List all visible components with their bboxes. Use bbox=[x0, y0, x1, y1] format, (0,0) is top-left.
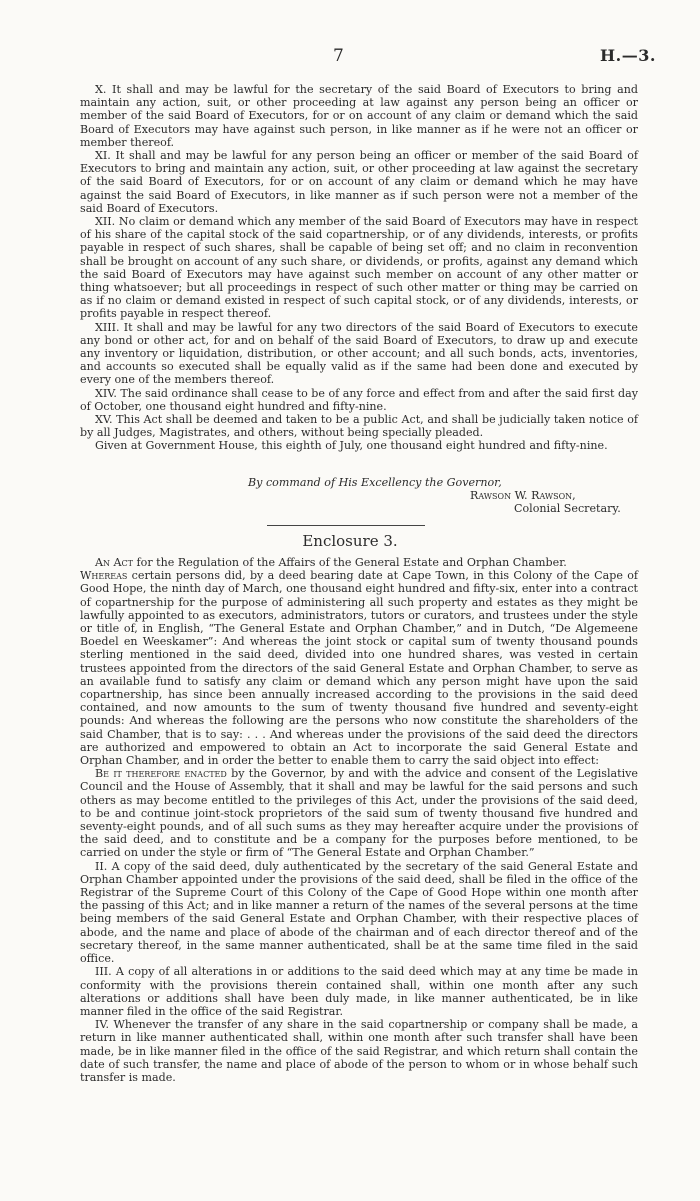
clause-xiv: XIV. The said ordinance shall cease to be of any force and effect from and after the said first day of October, one thousand eight hundred and fifty-nine. bbox=[80, 386, 638, 413]
act-title: An Act for the Regulation of the Affairs of the General Estate and Orphan Chamber. bbox=[95, 556, 567, 569]
enclosure-heading: Enclosure 3. bbox=[302, 532, 398, 550]
signatory-name: Rawson W. Rawson, bbox=[470, 489, 576, 503]
clause-xiii: XIII. It shall and may be lawful for any two directors of the said Board of Executors to execute any bond or other act, for and on behalf of the said Board of Executors, to draw up and execute any inventory or liquidation, distribution, or other account; and all such bonds, acts, inventories, and accounts so executed shall be equally valid as if the same had been done and executed by every one of the members thereof. bbox=[80, 320, 638, 387]
whereas-paragraph: Whereas certain persons did, by a deed bearing date at Cape Town, in this Colony of the Cape of Good Hope, the ninth day of March, one thousand eight hundred and fifty-six, enter into a contract of copartnership for the purpose of administering all such property and estates as they might be lawfully appointed to as executors, administrators, tutors or curators, and trustees under the style or title of, in English, “The General Estate and Orphan Chamber,” and in Dutch, “De Algemeene Boedel en Weeskamer”: And whereas the joint stock or capital sum of twenty thousand pounds sterling mentioned in the said deed, divided into one hundred shares, was vested in certain trustees appointed from the directors of the said General Estate and Orphan Chamber, to serve as an available fund to satisfy any claim or demand which any person might have upon the said copartnership, has since been annually increased according to the provisions in the said deed contained, and now amounts to the sum of twenty thousand five hundred and seventy-eight pounds: And whereas the following are the persons who now constitute the shareholders of the said Chamber, that is to say: . . . And whereas under the provisions of the said deed the directors are authorized and empowered to obtain an Act to incorporate the said General Estate and Orphan Chamber, and in order the better to enable them to carry the said object into effect: bbox=[80, 569, 638, 768]
enacting-paragraph: Be it therefore enacted by the Governor, by and with the advice and consent of the Legislative Council and the House of Assembly, that it shall and may be lawful for the said persons and such others as may become entitled to the privileges of this Act, under the provisions of the said deed, to be and continue joint-stock proprietors of the said sum of twenty thousand five hundred and seventy-eight pounds, and of all such sums as they may hereafter acquire under the provisions of the said deed, and to constitute and be a company for the purposes before mentioned, to be carried on under the style or firm of “The General Estate and Orphan Chamber.” bbox=[80, 767, 638, 860]
document-reference: H.—3. bbox=[600, 46, 656, 65]
page-header bbox=[0, 46, 700, 70]
signature-block bbox=[248, 476, 638, 516]
by-command-line: By command of His Excellency the Governor, bbox=[248, 476, 502, 489]
clause-xii: XII. No claim or demand which any member of the said Board of Executors may have in respect of his share of the capital stock of the said copartnership, or of any dividends, interests, or profits payable in respect of such shares, shall be capable of being set off; and no claim in reconvention shall be brought on account of any such share, or dividends, or profits, against any demand which the said Board of Executors may have against such member on account of any other matter or thing whatsoever; but all proceedings in respect of such other matter or thing may be carried on as if no claim or demand existed in respect of such capital stock, or of any dividends, interests, or profits payable in respect thereof. bbox=[80, 215, 638, 321]
clause-iv: IV. Whenever the transfer of any share in the said copartnership or company shall be made, a return in like manner authenticated shall, within one month after such transfer shall have been made, be in like manner filed in the office of the said Registrar, and which return shall contain the date of such transfer, the name and place of abode of the person to whom or in whose behalf such transfer is made. bbox=[80, 1018, 638, 1084]
clause-xi: XI. It shall and may be lawful for any person being an officer or member of the said Board of Executors to bring and maintain any action, suit, or other proceeding at law against the secretary of the said Board of Executors, for or on account of any claim or demand which he may have against the said Board of Executors, in like manner as if such person were not a member of the said Board of Executors. bbox=[80, 149, 638, 215]
signatory-title: Colonial Secretary. bbox=[514, 502, 621, 516]
clause-iii: III. A copy of all alterations in or additions to the said deed which may at any time be made in conformity with the provisions therein contained shall, within one month after any such alterations or additions shall have been duly made, in like manner authenticated, be in like manner filed in the office of the said Registrar. bbox=[80, 965, 638, 1018]
given-at-line: Given at Government House, this eighth of July, one thousand eight hundred and fifty-nine. bbox=[95, 439, 608, 453]
section-divider bbox=[267, 525, 425, 526]
enclosure-body bbox=[80, 556, 638, 1084]
clause-ii: II. A copy of the said deed, duly authenticated by the secretary of the said General Estate and Orphan Chamber appointed under the provisions of the said deed, shall be filed in the office of the Registrar of the Supreme Court of this Colony of the Cape of Good Hope within one month after the passing of this Act; and in like manner a return of the names of the several persons at the time being members of the said General Estate and Orphan Chamber, with their respective places of abode, and the name and place of abode of the chairman and of each director thereof and of the secretary thereof, in the same manner authenticated, shall be at the same time filed in the said office. bbox=[80, 859, 638, 966]
clauses-section-1 bbox=[80, 83, 638, 453]
clause-xv: XV. This Act shall be deemed and taken to be a public Act, and shall be judicially taken notice of by all Judges, Magistrates, and others, without being specially pleaded. bbox=[80, 413, 638, 440]
page-number: 7 bbox=[333, 46, 344, 66]
clause-x: X. It shall and may be lawful for the secretary of the said Board of Executors to bring and maintain any action, suit, or other proceeding at law against any person being an officer or member of the said Board of Executors, for or on account of any claim or demand which the said Board of Executors may have against such person, in like manner as if he were not an officer or member thereof. bbox=[80, 83, 638, 149]
